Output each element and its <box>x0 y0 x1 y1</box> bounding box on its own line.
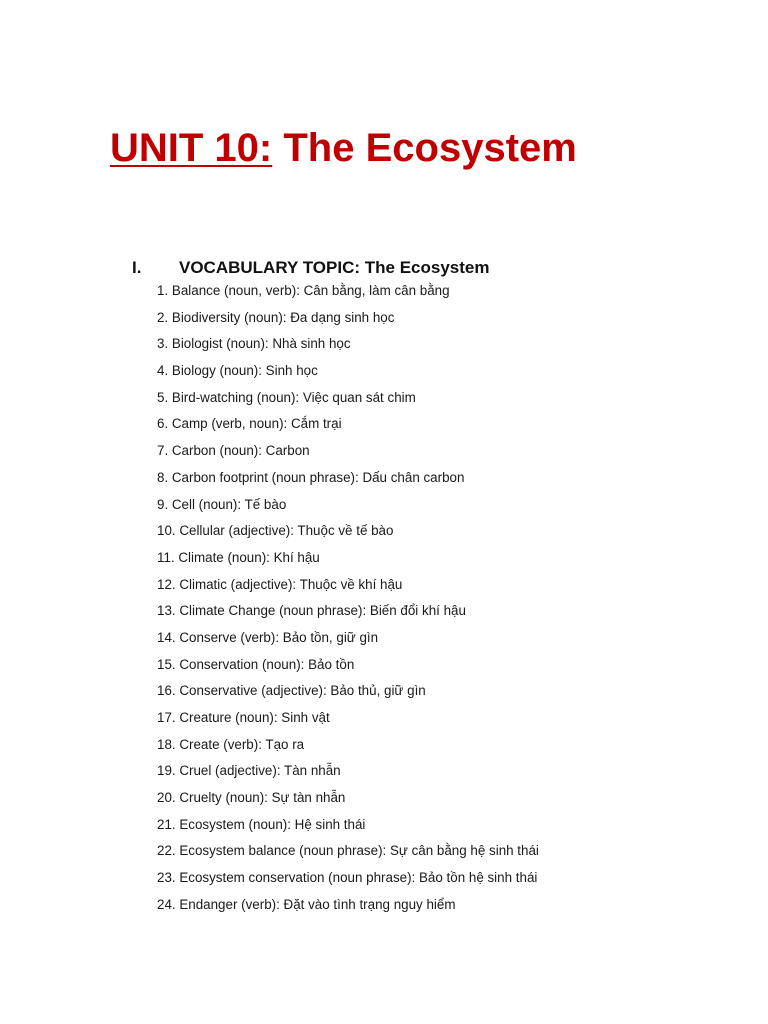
vocabulary-item: 14. Conserve (verb): Bảo tồn, giữ gìn <box>157 629 379 645</box>
vocabulary-item: 1. Balance (noun, verb): Cân bằng, làm cân bằng <box>157 283 450 298</box>
section-numeral: I. <box>132 258 142 277</box>
vocabulary-item: 24. Endanger (verb): Đặt vào tình trạng nguy hiểm <box>157 896 456 912</box>
vocabulary-item: 9. Cell (noun): Tế bào <box>157 496 287 512</box>
vocabulary-item: 21. Ecosystem (noun): Hệ sinh thái <box>157 816 366 832</box>
section-heading <box>132 257 732 279</box>
vocabulary-item: 7. Carbon (noun): Carbon <box>157 443 310 459</box>
vocabulary-item: 6. Camp (verb, noun): Cắm trại <box>157 416 342 432</box>
vocabulary-item: 20. Cruelty (noun): Sự tàn nhẫn <box>157 790 346 806</box>
vocabulary-item: 4. Biology (noun): Sinh học <box>157 363 318 379</box>
vocabulary-item: 12. Climatic (adjective): Thuộc về khí hậu <box>157 576 403 592</box>
vocabulary-item: 18. Create (verb): Tạo ra <box>157 736 305 752</box>
unit-number: UNIT 10: <box>110 126 273 170</box>
vocabulary-item: 10. Cellular (adjective): Thuộc về tế bào <box>157 523 394 539</box>
vocabulary-item: 11. Climate (noun): Khí hậu <box>157 549 320 565</box>
vocabulary-item: 3. Biologist (noun): Nhà sinh học <box>157 336 351 352</box>
vocabulary-list <box>157 281 539 922</box>
vocabulary-item: 23. Ecosystem conservation (noun phrase): Bảo tồn hệ sinh thái <box>157 870 538 886</box>
section-title: VOCABULARY TOPIC: The Ecosystem <box>179 258 490 277</box>
vocabulary-item: 2. Biodiversity (noun): Đa dạng sinh học <box>157 309 395 325</box>
vocabulary-item: 19. Cruel (adjective): Tàn nhẫn <box>157 763 341 779</box>
vocabulary-item: 15. Conservation (noun): Bảo tồn <box>157 656 355 672</box>
vocabulary-item: 5. Bird-watching (noun): Việc quan sát chim <box>157 389 416 405</box>
vocabulary-item: 13. Climate Change (noun phrase): Biến đổi khí hậu <box>157 603 466 619</box>
vocabulary-item: 16. Conservative (adjective): Bảo thủ, giữ gìn <box>157 683 426 699</box>
vocabulary-item: 8. Carbon footprint (noun phrase): Dấu chân carbon <box>157 469 465 485</box>
unit-topic: The Ecosystem <box>283 126 577 170</box>
vocabulary-item: 17. Creature (noun): Sinh vật <box>157 710 330 725</box>
page-title <box>110 124 577 172</box>
vocabulary-item: 22. Ecosystem balance (noun phrase): Sự cân bằng hệ sinh thái <box>157 843 539 859</box>
